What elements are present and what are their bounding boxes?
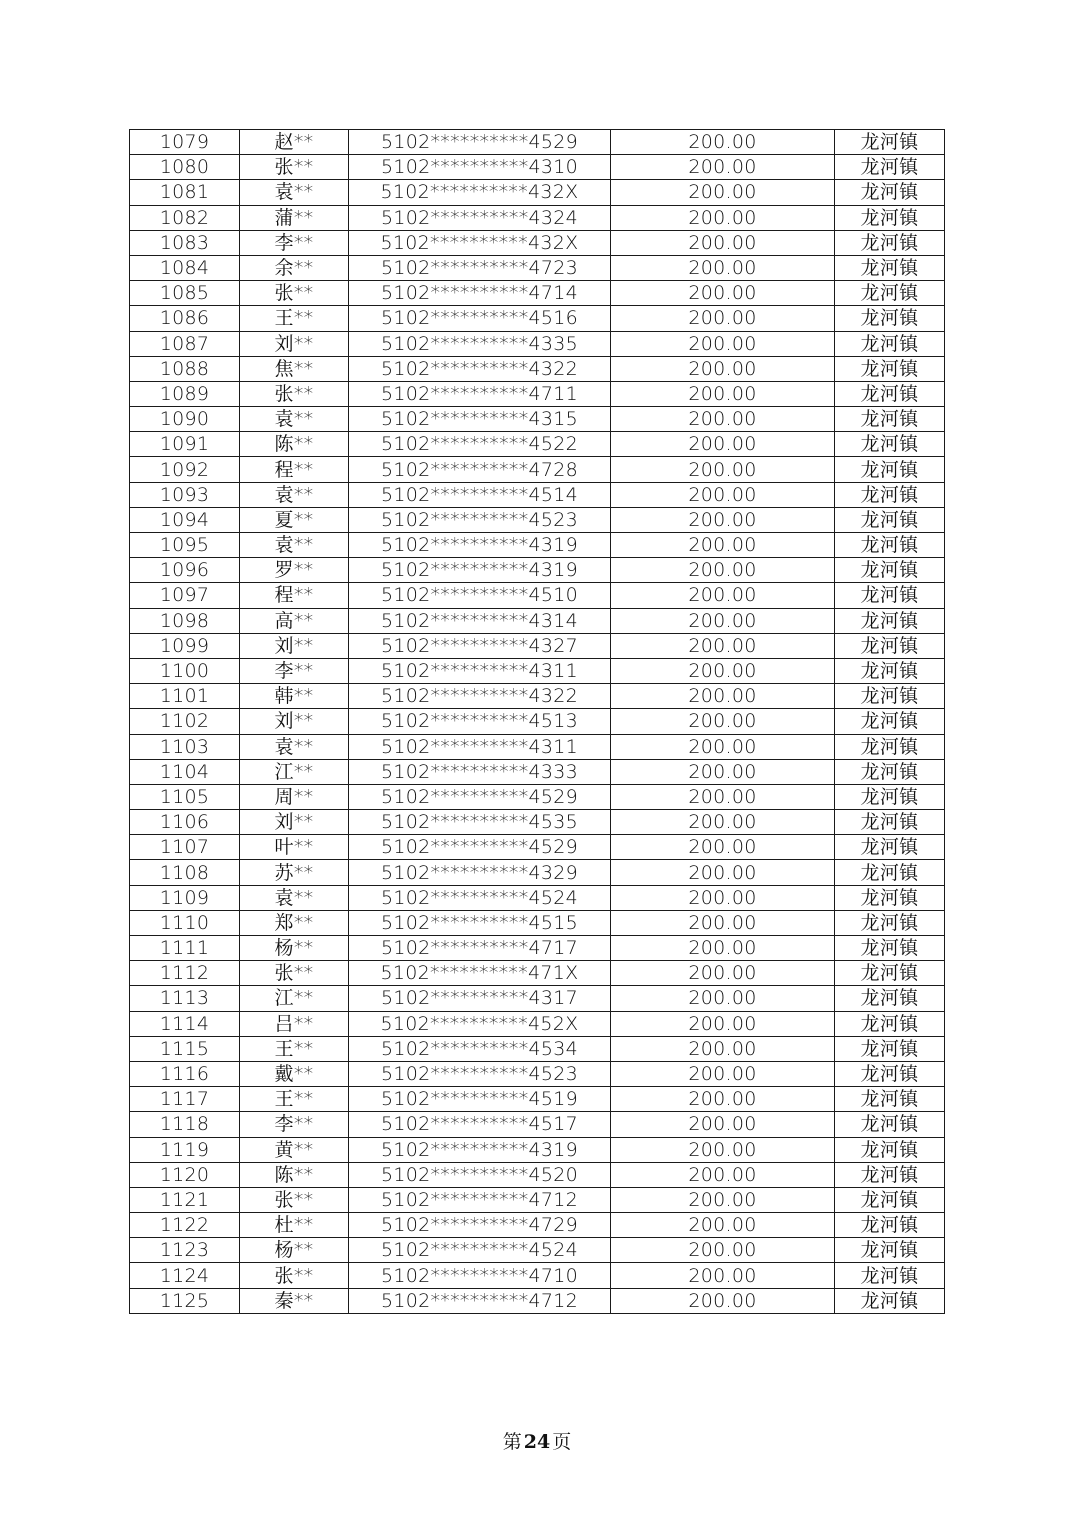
id-number-cell: 5102**********4327 bbox=[349, 633, 611, 658]
name-cell: 杜** bbox=[240, 1213, 349, 1238]
id-number-cell: 5102**********4515 bbox=[349, 910, 611, 935]
row-number-cell: 1091 bbox=[130, 432, 240, 457]
amount-cell: 200.00 bbox=[611, 885, 835, 910]
table-row bbox=[130, 860, 945, 885]
id-number-cell: 5102**********4333 bbox=[349, 759, 611, 784]
id-number-cell: 5102**********4717 bbox=[349, 936, 611, 961]
amount-cell: 200.00 bbox=[611, 130, 835, 155]
table-row bbox=[130, 961, 945, 986]
row-number-cell: 1123 bbox=[130, 1238, 240, 1263]
amount-cell: 200.00 bbox=[611, 230, 835, 255]
town-cell: 龙河镇 bbox=[835, 784, 945, 809]
town-cell: 龙河镇 bbox=[835, 1213, 945, 1238]
row-number-cell: 1095 bbox=[130, 533, 240, 558]
name-cell: 袁** bbox=[240, 533, 349, 558]
town-cell: 龙河镇 bbox=[835, 180, 945, 205]
town-cell: 龙河镇 bbox=[835, 1263, 945, 1288]
amount-cell: 200.00 bbox=[611, 1036, 835, 1061]
amount-cell: 200.00 bbox=[611, 558, 835, 583]
id-number-cell: 5102**********4522 bbox=[349, 432, 611, 457]
name-cell: 张** bbox=[240, 381, 349, 406]
name-cell: 韩** bbox=[240, 684, 349, 709]
town-cell: 龙河镇 bbox=[835, 558, 945, 583]
table-row bbox=[130, 1238, 945, 1263]
id-number-cell: 5102**********4324 bbox=[349, 205, 611, 230]
amount-cell: 200.00 bbox=[611, 986, 835, 1011]
name-cell: 陈** bbox=[240, 432, 349, 457]
id-number-cell: 5102**********4712 bbox=[349, 1187, 611, 1212]
row-number-cell: 1090 bbox=[130, 407, 240, 432]
table-row bbox=[130, 407, 945, 432]
row-number-cell: 1114 bbox=[130, 1011, 240, 1036]
id-number-cell: 5102**********4310 bbox=[349, 155, 611, 180]
town-cell: 龙河镇 bbox=[835, 281, 945, 306]
table-row bbox=[130, 784, 945, 809]
name-cell: 袁** bbox=[240, 407, 349, 432]
amount-cell: 200.00 bbox=[611, 734, 835, 759]
table-row bbox=[130, 558, 945, 583]
town-cell: 龙河镇 bbox=[835, 658, 945, 683]
name-cell: 江** bbox=[240, 759, 349, 784]
table-row bbox=[130, 1061, 945, 1086]
id-number-cell: 5102**********4319 bbox=[349, 533, 611, 558]
row-number-cell: 1113 bbox=[130, 986, 240, 1011]
amount-cell: 200.00 bbox=[611, 759, 835, 784]
town-cell: 龙河镇 bbox=[835, 1036, 945, 1061]
town-cell: 龙河镇 bbox=[835, 130, 945, 155]
amount-cell: 200.00 bbox=[611, 381, 835, 406]
amount-cell: 200.00 bbox=[611, 482, 835, 507]
name-cell: 程** bbox=[240, 583, 349, 608]
table-row bbox=[130, 684, 945, 709]
row-number-cell: 1098 bbox=[130, 608, 240, 633]
table-row bbox=[130, 835, 945, 860]
table-row bbox=[130, 986, 945, 1011]
id-number-cell: 5102**********4714 bbox=[349, 281, 611, 306]
table-row bbox=[130, 180, 945, 205]
row-number-cell: 1121 bbox=[130, 1187, 240, 1212]
table-row bbox=[130, 130, 945, 155]
amount-cell: 200.00 bbox=[611, 205, 835, 230]
amount-cell: 200.00 bbox=[611, 533, 835, 558]
row-number-cell: 1102 bbox=[130, 709, 240, 734]
row-number-cell: 1109 bbox=[130, 885, 240, 910]
table-row bbox=[130, 734, 945, 759]
amount-cell: 200.00 bbox=[611, 1137, 835, 1162]
id-number-cell: 5102**********4329 bbox=[349, 860, 611, 885]
name-cell: 张** bbox=[240, 961, 349, 986]
id-number-cell: 5102**********4319 bbox=[349, 558, 611, 583]
town-cell: 龙河镇 bbox=[835, 1288, 945, 1313]
table-row bbox=[130, 533, 945, 558]
amount-cell: 200.00 bbox=[611, 306, 835, 331]
page-number: 24 bbox=[523, 1431, 551, 1453]
amount-cell: 200.00 bbox=[611, 658, 835, 683]
id-number-cell: 5102**********452X bbox=[349, 1011, 611, 1036]
name-cell: 张** bbox=[240, 281, 349, 306]
table-row bbox=[130, 1112, 945, 1137]
id-number-cell: 5102**********4524 bbox=[349, 885, 611, 910]
row-number-cell: 1083 bbox=[130, 230, 240, 255]
amount-cell: 200.00 bbox=[611, 608, 835, 633]
amount-cell: 200.00 bbox=[611, 1263, 835, 1288]
name-cell: 刘** bbox=[240, 331, 349, 356]
row-number-cell: 1084 bbox=[130, 255, 240, 280]
row-number-cell: 1093 bbox=[130, 482, 240, 507]
row-number-cell: 1120 bbox=[130, 1162, 240, 1187]
row-number-cell: 1107 bbox=[130, 835, 240, 860]
row-number-cell: 1112 bbox=[130, 961, 240, 986]
name-cell: 叶** bbox=[240, 835, 349, 860]
amount-cell: 200.00 bbox=[611, 1112, 835, 1137]
name-cell: 李** bbox=[240, 230, 349, 255]
row-number-cell: 1108 bbox=[130, 860, 240, 885]
table-row bbox=[130, 230, 945, 255]
amount-cell: 200.00 bbox=[611, 1213, 835, 1238]
id-number-cell: 5102**********4529 bbox=[349, 784, 611, 809]
town-cell: 龙河镇 bbox=[835, 583, 945, 608]
id-number-cell: 5102**********4723 bbox=[349, 255, 611, 280]
name-cell: 张** bbox=[240, 1187, 349, 1212]
amount-cell: 200.00 bbox=[611, 457, 835, 482]
name-cell: 郑** bbox=[240, 910, 349, 935]
row-number-cell: 1105 bbox=[130, 784, 240, 809]
table-row bbox=[130, 482, 945, 507]
amount-cell: 200.00 bbox=[611, 507, 835, 532]
row-number-cell: 1117 bbox=[130, 1087, 240, 1112]
town-cell: 龙河镇 bbox=[835, 860, 945, 885]
town-cell: 龙河镇 bbox=[835, 608, 945, 633]
name-cell: 杨** bbox=[240, 1238, 349, 1263]
town-cell: 龙河镇 bbox=[835, 255, 945, 280]
table-row bbox=[130, 885, 945, 910]
id-number-cell: 5102**********4529 bbox=[349, 835, 611, 860]
id-number-cell: 5102**********4519 bbox=[349, 1087, 611, 1112]
amount-cell: 200.00 bbox=[611, 936, 835, 961]
row-number-cell: 1115 bbox=[130, 1036, 240, 1061]
amount-cell: 200.00 bbox=[611, 961, 835, 986]
name-cell: 黄** bbox=[240, 1137, 349, 1162]
name-cell: 程** bbox=[240, 457, 349, 482]
name-cell: 张** bbox=[240, 155, 349, 180]
row-number-cell: 1089 bbox=[130, 381, 240, 406]
table-row bbox=[130, 331, 945, 356]
name-cell: 赵** bbox=[240, 130, 349, 155]
amount-cell: 200.00 bbox=[611, 684, 835, 709]
row-number-cell: 1118 bbox=[130, 1112, 240, 1137]
id-number-cell: 5102**********4524 bbox=[349, 1238, 611, 1263]
town-cell: 龙河镇 bbox=[835, 482, 945, 507]
name-cell: 高** bbox=[240, 608, 349, 633]
town-cell: 龙河镇 bbox=[835, 331, 945, 356]
town-cell: 龙河镇 bbox=[835, 457, 945, 482]
town-cell: 龙河镇 bbox=[835, 533, 945, 558]
town-cell: 龙河镇 bbox=[835, 961, 945, 986]
town-cell: 龙河镇 bbox=[835, 230, 945, 255]
row-number-cell: 1110 bbox=[130, 910, 240, 935]
amount-cell: 200.00 bbox=[611, 1087, 835, 1112]
id-number-cell: 5102**********4335 bbox=[349, 331, 611, 356]
row-number-cell: 1079 bbox=[130, 130, 240, 155]
table-row bbox=[130, 155, 945, 180]
id-number-cell: 5102**********4523 bbox=[349, 507, 611, 532]
name-cell: 蒲** bbox=[240, 205, 349, 230]
town-cell: 龙河镇 bbox=[835, 810, 945, 835]
town-cell: 龙河镇 bbox=[835, 1061, 945, 1086]
table-row bbox=[130, 1263, 945, 1288]
name-cell: 刘** bbox=[240, 633, 349, 658]
name-cell: 陈** bbox=[240, 1162, 349, 1187]
name-cell: 李** bbox=[240, 658, 349, 683]
town-cell: 龙河镇 bbox=[835, 936, 945, 961]
name-cell: 王** bbox=[240, 1087, 349, 1112]
id-number-cell: 5102**********4534 bbox=[349, 1036, 611, 1061]
town-cell: 龙河镇 bbox=[835, 155, 945, 180]
row-number-cell: 1106 bbox=[130, 810, 240, 835]
id-number-cell: 5102**********4513 bbox=[349, 709, 611, 734]
town-cell: 龙河镇 bbox=[835, 1112, 945, 1137]
amount-cell: 200.00 bbox=[611, 910, 835, 935]
row-number-cell: 1122 bbox=[130, 1213, 240, 1238]
name-cell: 袁** bbox=[240, 180, 349, 205]
town-cell: 龙河镇 bbox=[835, 356, 945, 381]
town-cell: 龙河镇 bbox=[835, 507, 945, 532]
name-cell: 周** bbox=[240, 784, 349, 809]
name-cell: 袁** bbox=[240, 885, 349, 910]
amount-cell: 200.00 bbox=[611, 835, 835, 860]
town-cell: 龙河镇 bbox=[835, 709, 945, 734]
amount-cell: 200.00 bbox=[611, 1162, 835, 1187]
row-number-cell: 1082 bbox=[130, 205, 240, 230]
town-cell: 龙河镇 bbox=[835, 205, 945, 230]
id-number-cell: 5102**********4315 bbox=[349, 407, 611, 432]
id-number-cell: 5102**********4322 bbox=[349, 356, 611, 381]
id-number-cell: 5102**********4322 bbox=[349, 684, 611, 709]
town-cell: 龙河镇 bbox=[835, 432, 945, 457]
table-row bbox=[130, 432, 945, 457]
amount-cell: 200.00 bbox=[611, 255, 835, 280]
table-row bbox=[130, 1213, 945, 1238]
row-number-cell: 1086 bbox=[130, 306, 240, 331]
row-number-cell: 1092 bbox=[130, 457, 240, 482]
id-number-cell: 5102**********4516 bbox=[349, 306, 611, 331]
amount-cell: 200.00 bbox=[611, 331, 835, 356]
amount-cell: 200.00 bbox=[611, 1238, 835, 1263]
table-row bbox=[130, 658, 945, 683]
row-number-cell: 1100 bbox=[130, 658, 240, 683]
name-cell: 王** bbox=[240, 1036, 349, 1061]
row-number-cell: 1087 bbox=[130, 331, 240, 356]
town-cell: 龙河镇 bbox=[835, 306, 945, 331]
town-cell: 龙河镇 bbox=[835, 684, 945, 709]
id-number-cell: 5102**********4319 bbox=[349, 1137, 611, 1162]
amount-cell: 200.00 bbox=[611, 432, 835, 457]
name-cell: 杨** bbox=[240, 936, 349, 961]
name-cell: 张** bbox=[240, 1263, 349, 1288]
town-cell: 龙河镇 bbox=[835, 910, 945, 935]
table-row bbox=[130, 205, 945, 230]
id-number-cell: 5102**********4514 bbox=[349, 482, 611, 507]
amount-cell: 200.00 bbox=[611, 1187, 835, 1212]
town-cell: 龙河镇 bbox=[835, 885, 945, 910]
id-number-cell: 5102**********4710 bbox=[349, 1263, 611, 1288]
row-number-cell: 1124 bbox=[130, 1263, 240, 1288]
name-cell: 吕** bbox=[240, 1011, 349, 1036]
row-number-cell: 1119 bbox=[130, 1137, 240, 1162]
amount-cell: 200.00 bbox=[611, 281, 835, 306]
amount-cell: 200.00 bbox=[611, 810, 835, 835]
table-row bbox=[130, 1087, 945, 1112]
town-cell: 龙河镇 bbox=[835, 381, 945, 406]
table-row bbox=[130, 1036, 945, 1061]
id-number-cell: 5102**********4529 bbox=[349, 130, 611, 155]
row-number-cell: 1101 bbox=[130, 684, 240, 709]
amount-cell: 200.00 bbox=[611, 860, 835, 885]
row-number-cell: 1099 bbox=[130, 633, 240, 658]
table-row bbox=[130, 608, 945, 633]
name-cell: 罗** bbox=[240, 558, 349, 583]
id-number-cell: 5102**********4729 bbox=[349, 1213, 611, 1238]
row-number-cell: 1097 bbox=[130, 583, 240, 608]
id-number-cell: 5102**********471X bbox=[349, 961, 611, 986]
town-cell: 龙河镇 bbox=[835, 1187, 945, 1212]
town-cell: 龙河镇 bbox=[835, 986, 945, 1011]
name-cell: 袁** bbox=[240, 734, 349, 759]
row-number-cell: 1104 bbox=[130, 759, 240, 784]
town-cell: 龙河镇 bbox=[835, 407, 945, 432]
table-row bbox=[130, 910, 945, 935]
name-cell: 余** bbox=[240, 255, 349, 280]
amount-cell: 200.00 bbox=[611, 709, 835, 734]
table-row bbox=[130, 1187, 945, 1212]
town-cell: 龙河镇 bbox=[835, 1137, 945, 1162]
name-cell: 刘** bbox=[240, 810, 349, 835]
table-row bbox=[130, 810, 945, 835]
id-number-cell: 5102**********4711 bbox=[349, 381, 611, 406]
table-row bbox=[130, 356, 945, 381]
row-number-cell: 1081 bbox=[130, 180, 240, 205]
table-row bbox=[130, 281, 945, 306]
table-row bbox=[130, 583, 945, 608]
page-label-suffix: 页 bbox=[552, 1431, 572, 1453]
table-row bbox=[130, 1288, 945, 1313]
name-cell: 江** bbox=[240, 986, 349, 1011]
town-cell: 龙河镇 bbox=[835, 1238, 945, 1263]
amount-cell: 200.00 bbox=[611, 407, 835, 432]
amount-cell: 200.00 bbox=[611, 155, 835, 180]
subsidy-roster-table bbox=[129, 129, 945, 1314]
amount-cell: 200.00 bbox=[611, 1061, 835, 1086]
row-number-cell: 1116 bbox=[130, 1061, 240, 1086]
id-number-cell: 5102**********4314 bbox=[349, 608, 611, 633]
name-cell: 戴** bbox=[240, 1061, 349, 1086]
id-number-cell: 5102**********4520 bbox=[349, 1162, 611, 1187]
id-number-cell: 5102**********4311 bbox=[349, 734, 611, 759]
town-cell: 龙河镇 bbox=[835, 1162, 945, 1187]
row-number-cell: 1111 bbox=[130, 936, 240, 961]
table-row bbox=[130, 633, 945, 658]
row-number-cell: 1094 bbox=[130, 507, 240, 532]
id-number-cell: 5102**********4311 bbox=[349, 658, 611, 683]
page-label-prefix: 第 bbox=[502, 1431, 522, 1453]
row-number-cell: 1125 bbox=[130, 1288, 240, 1313]
id-number-cell: 5102**********4523 bbox=[349, 1061, 611, 1086]
name-cell: 袁** bbox=[240, 482, 349, 507]
id-number-cell: 5102**********4317 bbox=[349, 986, 611, 1011]
amount-cell: 200.00 bbox=[611, 180, 835, 205]
amount-cell: 200.00 bbox=[611, 784, 835, 809]
amount-cell: 200.00 bbox=[611, 583, 835, 608]
id-number-cell: 5102**********4728 bbox=[349, 457, 611, 482]
name-cell: 刘** bbox=[240, 709, 349, 734]
row-number-cell: 1103 bbox=[130, 734, 240, 759]
page-footer bbox=[0, 1427, 1074, 1454]
name-cell: 王** bbox=[240, 306, 349, 331]
table-row bbox=[130, 1162, 945, 1187]
roster-body bbox=[130, 130, 945, 1314]
table-row bbox=[130, 306, 945, 331]
town-cell: 龙河镇 bbox=[835, 1011, 945, 1036]
town-cell: 龙河镇 bbox=[835, 835, 945, 860]
table-row bbox=[130, 457, 945, 482]
row-number-cell: 1088 bbox=[130, 356, 240, 381]
town-cell: 龙河镇 bbox=[835, 1087, 945, 1112]
id-number-cell: 5102**********432X bbox=[349, 180, 611, 205]
town-cell: 龙河镇 bbox=[835, 759, 945, 784]
id-number-cell: 5102**********432X bbox=[349, 230, 611, 255]
id-number-cell: 5102**********4712 bbox=[349, 1288, 611, 1313]
amount-cell: 200.00 bbox=[611, 356, 835, 381]
table-row bbox=[130, 255, 945, 280]
amount-cell: 200.00 bbox=[611, 1288, 835, 1313]
name-cell: 苏** bbox=[240, 860, 349, 885]
name-cell: 李** bbox=[240, 1112, 349, 1137]
name-cell: 秦** bbox=[240, 1288, 349, 1313]
table-row bbox=[130, 759, 945, 784]
id-number-cell: 5102**********4517 bbox=[349, 1112, 611, 1137]
table-row bbox=[130, 1011, 945, 1036]
amount-cell: 200.00 bbox=[611, 633, 835, 658]
table-row bbox=[130, 936, 945, 961]
table-row bbox=[130, 507, 945, 532]
town-cell: 龙河镇 bbox=[835, 734, 945, 759]
table-row bbox=[130, 381, 945, 406]
town-cell: 龙河镇 bbox=[835, 633, 945, 658]
amount-cell: 200.00 bbox=[611, 1011, 835, 1036]
name-cell: 焦** bbox=[240, 356, 349, 381]
table-row bbox=[130, 1137, 945, 1162]
row-number-cell: 1085 bbox=[130, 281, 240, 306]
row-number-cell: 1096 bbox=[130, 558, 240, 583]
id-number-cell: 5102**********4510 bbox=[349, 583, 611, 608]
row-number-cell: 1080 bbox=[130, 155, 240, 180]
id-number-cell: 5102**********4535 bbox=[349, 810, 611, 835]
name-cell: 夏** bbox=[240, 507, 349, 532]
table-row bbox=[130, 709, 945, 734]
